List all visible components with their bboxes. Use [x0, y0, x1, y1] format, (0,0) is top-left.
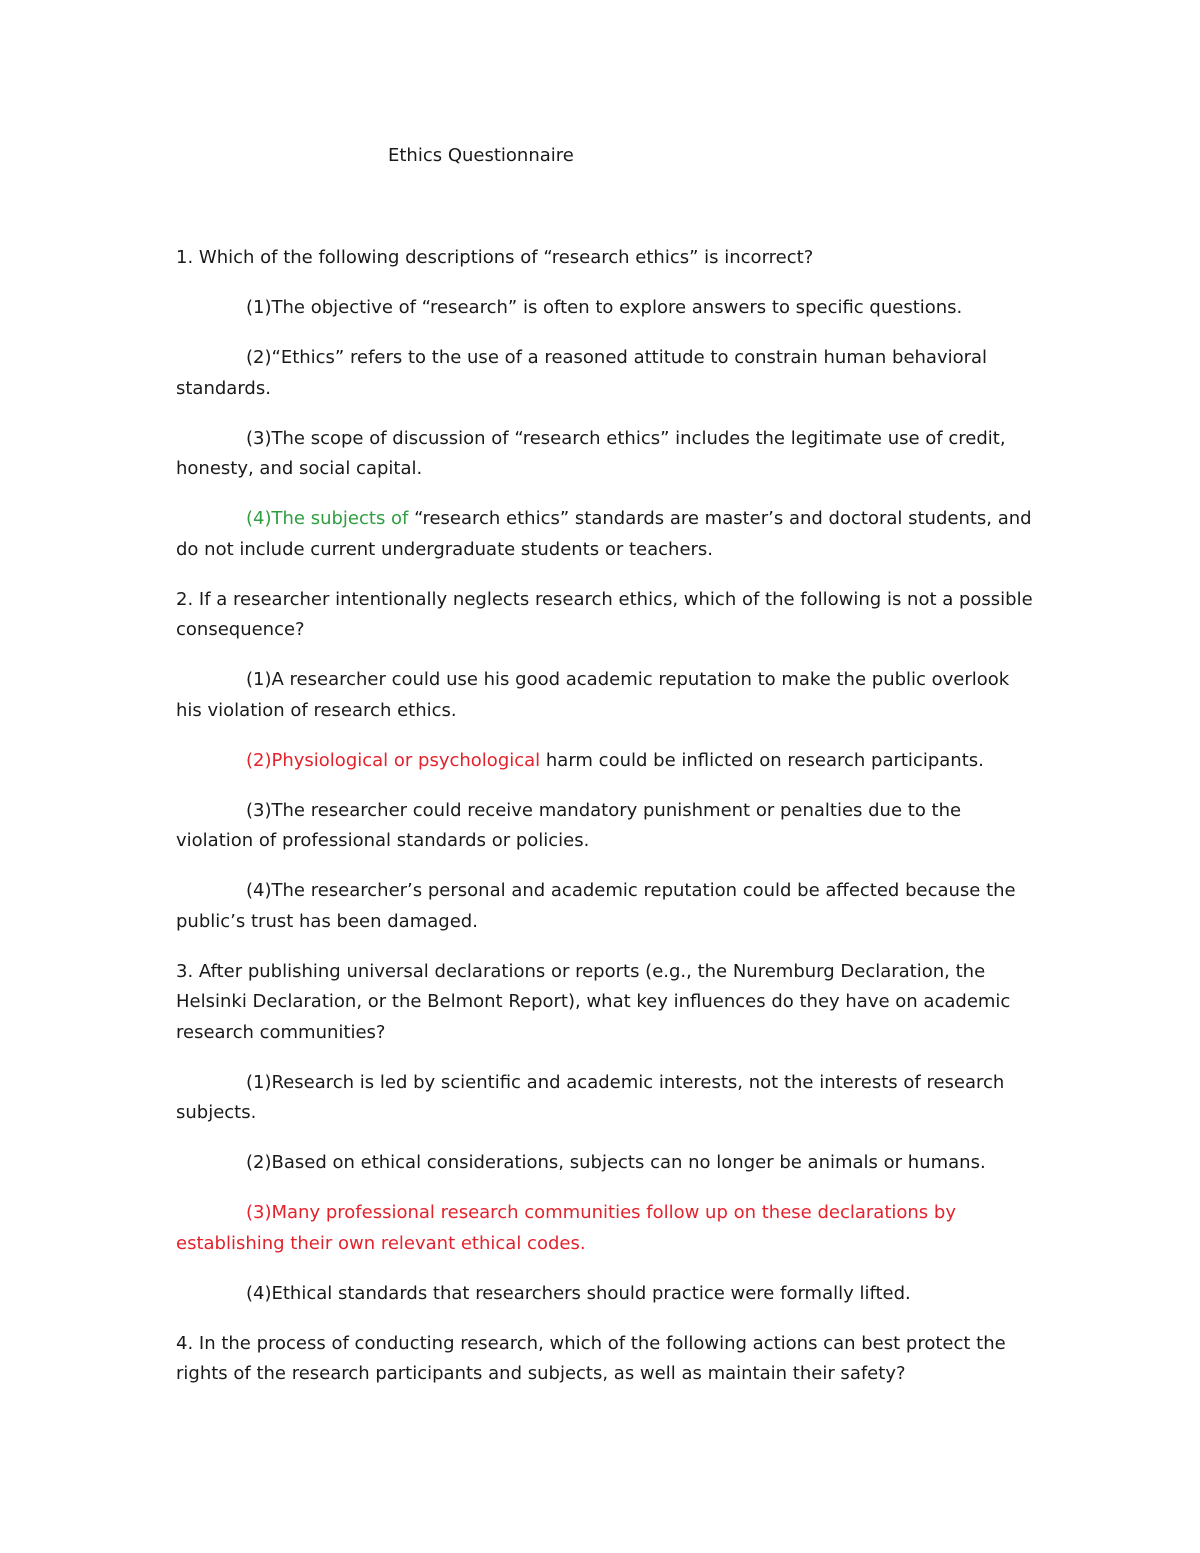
question-1-option-2: (2)“Ethics” refers to the use of a reasoned attitude to constrain human behavioral standards. [176, 347, 988, 399]
question-3-option-4: (4)Ethical standards that researchers should practice were formally lifted. [246, 1282, 911, 1304]
question-2-option-1: (1)A researcher could use his good academic reputation to make the public overlook his violation of research ethics. [176, 669, 1010, 721]
question-1-option-3: (3)The scope of discussion of “research ethics” includes the legitimate use of credit, honesty, and social capital. [176, 427, 1006, 479]
question-1: 1. Which of the following descriptions of “research ethics” is incorrect? [176, 247, 814, 268]
highlighted-answer-text: (4)The subjects of [246, 508, 415, 529]
question-3-option-2: (2)Based on ethical considerations, subjects can no longer be animals or humans. [246, 1152, 986, 1173]
highlighted-answer-text: (3)Many professional research communities follow up on these declarations by establishing their own relevant ethical codes. [176, 1202, 956, 1254]
question-2-option-2 [176, 746, 1036, 777]
highlighted-answer-text: (2)Physiological or psychological [246, 749, 541, 771]
question-2-option-3: (3)The researcher could receive mandatory punishment or penalties due to the violation of professional standards or policies. [176, 799, 962, 851]
document-title: Ethics Questionnaire [388, 145, 574, 166]
question-4: 4. In the process of conducting research, which of the following actions can best protect the rights of the research participants and subjects, as well as maintain their safety? [176, 1332, 1006, 1384]
question-3-option-3 [176, 1198, 1036, 1259]
questionnaire-body [176, 243, 1036, 1409]
question-3: 3. After publishing universal declarations or reports (e.g., the Nuremburg Declaration, the Helsinki Declaration, or the Belmont Report), what key influences do they have on academic research communities? [176, 960, 1011, 1043]
question-3-option-1: (1)Research is led by scientific and academic interests, not the interests of research subjects. [176, 1071, 1005, 1123]
question-2-option-4: (4)The researcher’s personal and academic reputation could be affected because the public’s trust has been damaged. [176, 880, 1016, 932]
question-1-option-1: (1)The objective of “research” is often to explore answers to specific questions. [246, 297, 963, 318]
option-text: harm could be inflicted on research participants. [540, 749, 984, 771]
question-1-option-4 [176, 504, 1036, 565]
question-2: 2. If a researcher intentionally neglects research ethics, which of the following is not a possible consequence? [176, 588, 1033, 640]
option-text: “research ethics” standards are master’s and doctoral students, and do not include current undergraduate students or teachers. [176, 508, 1032, 560]
